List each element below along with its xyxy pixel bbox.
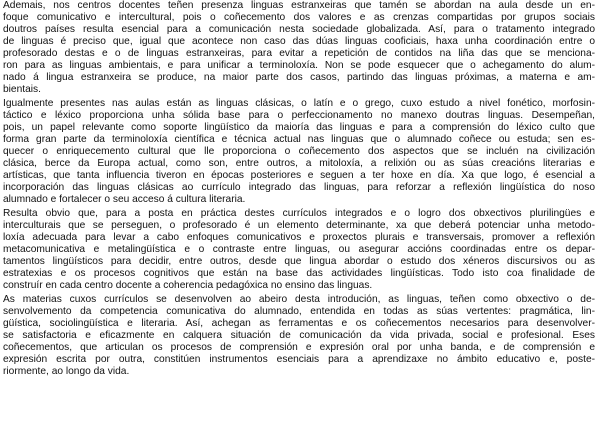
text-line: doutros países resulta esencial para a comunicación nesta sociedade globalizada. Así, para o tratamento integrado bbox=[3, 24, 595, 35]
text-line: alumnado e fortalecer o seu acceso á cultura literaria. bbox=[3, 194, 246, 205]
text-line: coñecementos, que articulan os procesos de comprensión e expresión oral por unha banda, e de comprensión e bbox=[3, 342, 595, 353]
text-line: riormente, ao longo da vida. bbox=[3, 366, 130, 377]
text-line: profesorado destas e o de linguas estranxeiras, para evitar a repetición de contidos na liña das que se menciona- bbox=[3, 48, 595, 59]
text-line: incorporación das linguas clásicas ao currículo integrado das linguas, para reforzar a reflexión lingüística do noso bbox=[3, 182, 595, 193]
text-line: estratexias e os procesos cognitivos que están na base das actividades lingüísticas. Todo isto coa finalidade de bbox=[3, 268, 595, 279]
text-line: interculturais que se perseguen, o profesorado é un elemento determinante, xa que deberá potenciar unha metodo- bbox=[3, 220, 595, 231]
text-line: expresión escrita por outra, constitúen instrumentos esenciais para a aprendizaxe no ámbito educativo e, poste- bbox=[3, 354, 595, 365]
text-line: loxía adecuada para levar a cabo enfoques comunicativos e proxectos plurais e transversais, promover a reflexión bbox=[3, 232, 595, 243]
text-line: forma gran parte da terminoloxía científica e técnica actual nas linguas que o alumnado coñece ou estuda; sen es- bbox=[3, 134, 595, 145]
text-line: bientais. bbox=[3, 84, 41, 95]
text-line: foque comunicativo e intercultural, pois o coñecemento dos valores e as crenzas compartidas por grupos sociais bbox=[3, 12, 595, 23]
text-line: tamentos lingüísticos para decidir, entre outros, desde que lingua abordar o estudo dos xéneros discursivos ou as bbox=[3, 256, 595, 267]
text-line: clásica, berce da Europa actual, como son, entre outros, a mitoloxía, a relixión ou as súas creacións literarias e bbox=[3, 158, 595, 169]
text-line: Ademais, nos centros docentes teñen presenza linguas estranxeiras que tamén se abordan na aula desde un en- bbox=[3, 0, 595, 11]
text-line: táctico e léxico proporciona unha sólida base para o perfeccionamento no manexo doutras linguas. Desempeñan, bbox=[3, 110, 595, 121]
paragraph-classical-languages bbox=[3, 98, 611, 206]
text-line: artísticas, que tanta influencia tiveron en épocas posteriores e seguen a ter hoxe en día. Xa que logo, é esencial a bbox=[3, 170, 595, 181]
text-line: construír en cada centro docente a coherencia pedagóxica no ensino das linguas. bbox=[3, 280, 373, 291]
text-line: ron para as linguas ambientais, e para unificar a terminoloxía. Non se pode esquecer que o achegamento do alum- bbox=[3, 60, 595, 71]
text-line: senvolvemento da competencia comunicativa do alumnado, entendida en todas as súas vertentes: pragmática, lin- bbox=[3, 306, 595, 317]
text-line: se satisfactoria e eficazmente en calquera situación de comunicación da vida privada, social e profesional. Eses bbox=[3, 330, 595, 341]
text-line: Resulta obvio que, para a posta en práctica destes currículos integrados e o logro dos obxectivos plurilingües e bbox=[3, 208, 595, 219]
paragraph-foreign-languages bbox=[3, 0, 611, 96]
text-line: As materias cuxos currículos se desenvolven ao abeiro desta introdución, as linguas, teñen como obxectivo o de- bbox=[3, 294, 595, 305]
paragraph-teaching-staff bbox=[3, 208, 611, 292]
text-line: pois, un papel relevante como soporte lingüístico da maioría das linguas e para a comprensión do léxico culto que bbox=[3, 122, 595, 133]
paragraph-subjects-objectives bbox=[3, 294, 611, 378]
text-line: güística, sociolingüística e literaria. Así, achegan as ferramentas e os coñecementos necesarios para desenvolver- bbox=[3, 318, 595, 329]
text-line: nado á lingua estranxeira se produce, na maior parte dos casos, partindo das linguas próximas, a materna e am- bbox=[3, 72, 595, 83]
text-line: metacomunicativa e metalingüística e o contraste entre linguas, ou asegurar accións coordinadas entre os depar- bbox=[3, 244, 595, 255]
document-page bbox=[3, 0, 611, 439]
text-line: de linguas é preciso que, igual que acontece non caso das dúas linguas cooficiais, haxa unha coordinación entre o bbox=[3, 36, 595, 47]
text-line: Igualmente presentes nas aulas están as linguas clásicas, o latín e o grego, cuxo estudo a nivel fonético, morfosin- bbox=[3, 98, 595, 109]
text-line: quecer o enriquecemento cultural que lle proporciona o coñecemento dos aspectos que se incluén na civilización bbox=[3, 146, 595, 157]
